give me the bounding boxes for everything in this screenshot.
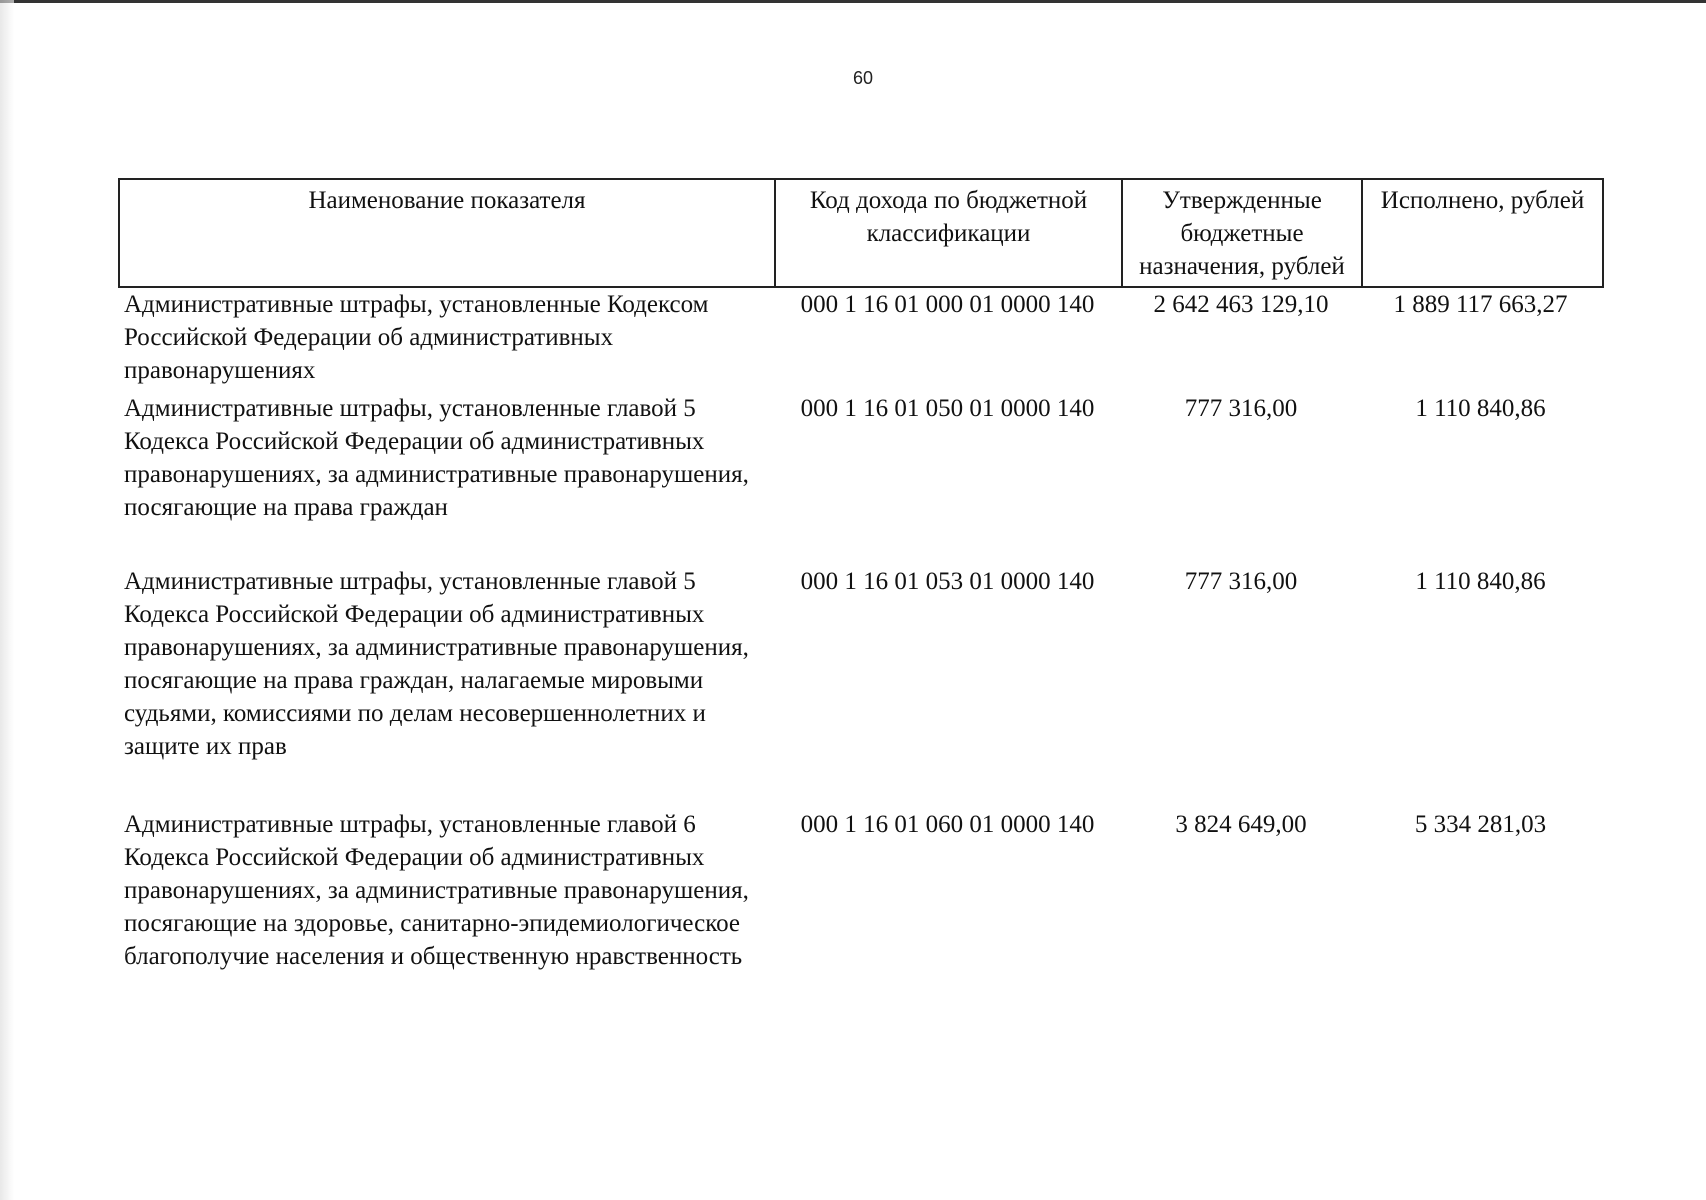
header-approved-budget: Утвержденные бюджетные назначения, рублей [1123,180,1363,286]
row-approved-amount: 3 824 649,00 [1175,811,1307,838]
row-approved-amount: 2 642 463 129,10 [1153,291,1329,318]
row-approved-amount: 777 316,00 [1184,395,1298,422]
row-executed-amount: 5 334 281,03 [1414,811,1547,838]
row-indicator-name: Административные штрафы, установленные Кодексом Российской Федерации об административных правонарушениях [124,291,709,384]
row-income-code: 000 1 16 01 060 01 0000 140 [800,811,1095,838]
row-indicator-name: Административные штрафы, установленные главой 5 Кодекса Российской Федерации об административных правонарушениях, за административные правонарушения, посягающие на права граждан [124,395,749,521]
row-executed-amount: 1 889 117 663,27 [1393,291,1568,318]
scan-left-edge [0,0,14,1200]
table-row [118,288,1604,387]
row-indicator-name: Административные штрафы, установленные главой 6 Кодекса Российской Федерации об административных правонарушениях, за административные правонарушения, посягающие на здоровье, санитарно-эпидемиологическое благополучие населения и общественную нравственность [124,811,749,970]
table-row [118,565,1604,763]
scan-top-border [0,0,1706,3]
table-header [118,178,1604,288]
row-indicator-name: Административные штрафы, установленные главой 5 Кодекса Российской Федерации об административных правонарушениях, за административные правонарушения, посягающие на права граждан, налагаемые мировыми судьями, комиссиями по делам несовершеннолетних и защите их прав [124,568,749,760]
row-approved-amount: 777 316,00 [1184,568,1298,595]
row-executed-amount: 1 110 840,86 [1415,568,1546,595]
page-number: 60 [852,68,874,88]
row-income-code: 000 1 16 01 050 01 0000 140 [800,395,1095,422]
header-executed: Исполнено, рублей [1380,187,1585,214]
table-row [118,808,1604,973]
row-income-code: 000 1 16 01 053 01 0000 140 [800,568,1095,595]
row-executed-amount: 1 110 840,86 [1415,395,1546,422]
header-indicator-name: Наименование показателя [120,180,776,286]
header-income-code: Код дохода по бюджетной классификации [776,180,1123,286]
table-row [118,392,1604,524]
row-income-code: 000 1 16 01 000 01 0000 140 [800,291,1095,318]
